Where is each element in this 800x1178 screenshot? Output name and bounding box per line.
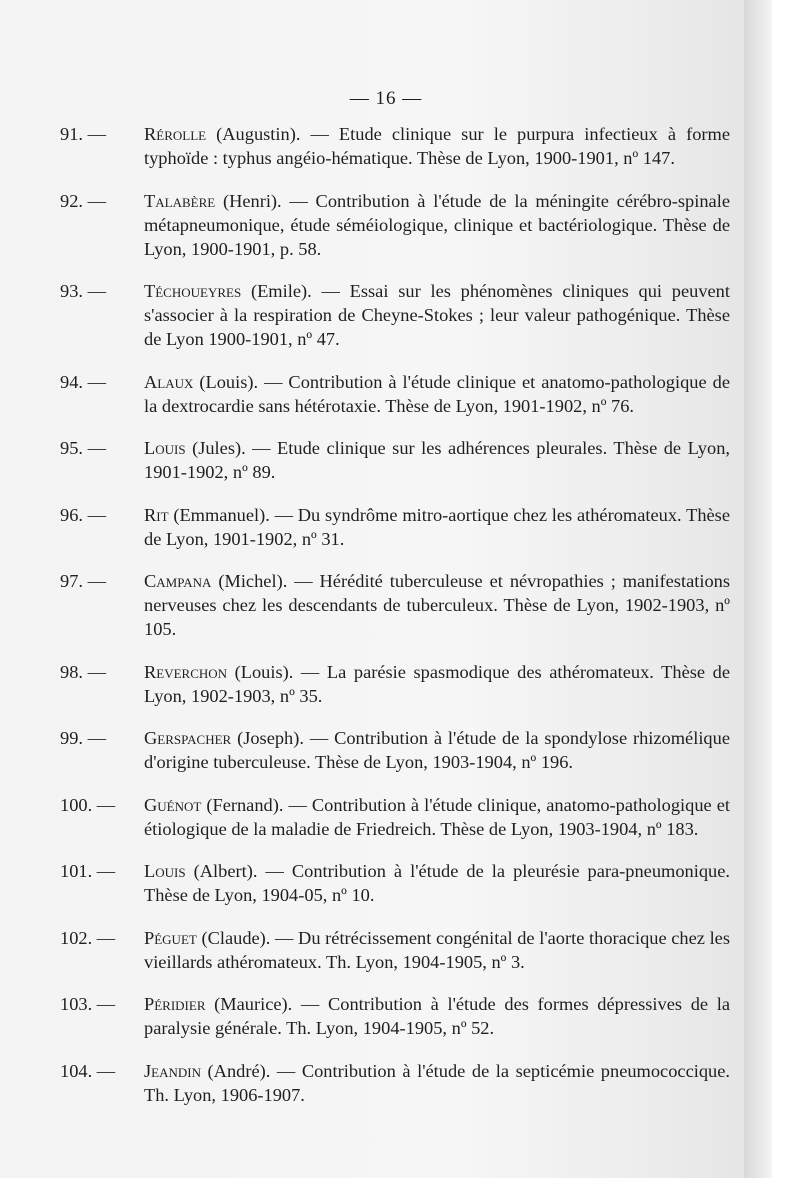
entry-text: (Augustin). — Etude clinique sur le purpura infectieux à forme typhoïde : typhus angéio-hématique. Thèse de Lyon, 1900-1901, nº 147. bbox=[144, 124, 730, 168]
entry-author: Jeandin bbox=[144, 1060, 201, 1081]
entry-author: Talabère bbox=[144, 190, 216, 211]
list-item bbox=[60, 1059, 730, 1107]
entry-author: Campana bbox=[144, 571, 212, 591]
entry-author: Téchoueyres bbox=[144, 281, 242, 301]
entry-number: 92. — bbox=[60, 190, 106, 211]
page-number: — 16 — bbox=[349, 88, 423, 109]
entry-text: (Emile). — Essai sur les phénomènes cliniques qui peuvent s'associer à la respiration de Cheyne-Stokes ; leur valeur pathogénique. Thèse de Lyon 1900-1901, nº 47. bbox=[144, 281, 730, 349]
entry-number: 101. — bbox=[60, 861, 116, 881]
entry-number: 98. — bbox=[60, 661, 106, 682]
entry-author: Péguet bbox=[144, 927, 197, 948]
entry-text: (Joseph). — Contribution à l'étude de la spondylose rhizomélique d'origine tuberculeuse. Thèse de Lyon, 1903-1904, nº 196. bbox=[144, 728, 730, 772]
entry-text: (Henri). — Contribution à l'étude de la méningite cérébro-spinale métapneumonique, étude séméiologique, clinique et bactériologique. Thèse de Lyon, 1900-1901, p. 58. bbox=[144, 190, 730, 259]
entry-number: 94. — bbox=[60, 371, 106, 392]
entry-number: 96. — bbox=[60, 504, 106, 525]
list-item bbox=[60, 926, 730, 974]
entry-text: (Louis). — La parésie spasmodique des athéromateux. Thèse de Lyon, 1902-1903, nº 35. bbox=[144, 661, 730, 706]
list-item bbox=[60, 436, 730, 484]
entry-text: (Michel). — Hérédité tuberculeuse et névropathies ; manifestations nerveuses chez les descendants de tuberculeux. Thèse de Lyon, 1902-1903, nº 105. bbox=[144, 571, 730, 639]
entry-number: 93. — bbox=[60, 281, 106, 301]
entry-number: 100. — bbox=[60, 794, 116, 815]
entry-author: Rérolle bbox=[144, 124, 207, 144]
entry-text: (Claude). — Du rétrécissement congénital de l'aorte thoracique chez les vieillards athéromateux. Th. Lyon, 1904-1905, nº 3. bbox=[144, 927, 730, 972]
entry-author: Louis bbox=[144, 861, 186, 881]
list-item bbox=[60, 503, 730, 551]
bibliography-list bbox=[60, 122, 730, 1125]
list-item bbox=[60, 992, 730, 1040]
entry-text: (Jules). — Etude clinique sur les adhérences pleurales. Thèse de Lyon, 1901-1902, nº 89. bbox=[144, 438, 730, 482]
entry-text: (Fernand). — Contribution à l'étude clinique, anatomo-pathologique et étiologique de la maladie de Friedreich. Thèse de Lyon, 1903-1904, nº 183. bbox=[144, 794, 730, 839]
entry-number: 103. — bbox=[60, 994, 116, 1014]
page-edge-shadow bbox=[744, 0, 772, 1178]
entry-number: 104. — bbox=[60, 1060, 116, 1081]
entry-number: 95. — bbox=[60, 438, 106, 458]
entry-text: (André). — Contribution à l'étude de la septicémie pneumococcique. Th. Lyon, 1906-1907. bbox=[144, 1060, 730, 1105]
list-item bbox=[60, 189, 730, 261]
entry-number: 97. — bbox=[60, 571, 106, 591]
list-item bbox=[60, 726, 730, 774]
list-item bbox=[60, 370, 730, 418]
entry-number: 102. — bbox=[60, 927, 116, 948]
list-item bbox=[60, 279, 730, 351]
list-item bbox=[60, 122, 730, 170]
list-item bbox=[60, 569, 730, 641]
list-item bbox=[60, 793, 730, 841]
entry-text: (Maurice). — Contribution à l'étude des formes dépressives de la paralysie générale. Th. Lyon, 1904-1905, nº 52. bbox=[144, 994, 730, 1038]
entry-number: 99. — bbox=[60, 728, 106, 748]
entry-author: Guénot bbox=[144, 794, 202, 815]
entry-author: Alaux bbox=[144, 371, 194, 392]
entry-text: (Emmanuel). — Du syndrôme mitro-aortique chez les athéromateux. Thèse de Lyon, 1901-1902, nº 31. bbox=[144, 504, 730, 549]
entry-text: (Louis). — Contribution à l'étude clinique et anatomo-pathologique de la dextrocardie sans hétérotaxie. Thèse de Lyon, 1901-1902, nº 76. bbox=[144, 371, 730, 416]
entry-author: Rit bbox=[144, 504, 169, 525]
entry-text: (Albert). — Contribution à l'étude de la pleurésie para-pneumonique. Thèse de Lyon, 1904-05, nº 10. bbox=[144, 861, 730, 905]
entry-author: Reverchon bbox=[144, 661, 228, 682]
entry-author: Gerspacher bbox=[144, 728, 232, 748]
list-item bbox=[60, 660, 730, 708]
entry-number: 91. — bbox=[60, 124, 106, 144]
entry-author: Péridier bbox=[144, 994, 206, 1014]
entry-author: Louis bbox=[144, 438, 186, 458]
list-item bbox=[60, 859, 730, 907]
